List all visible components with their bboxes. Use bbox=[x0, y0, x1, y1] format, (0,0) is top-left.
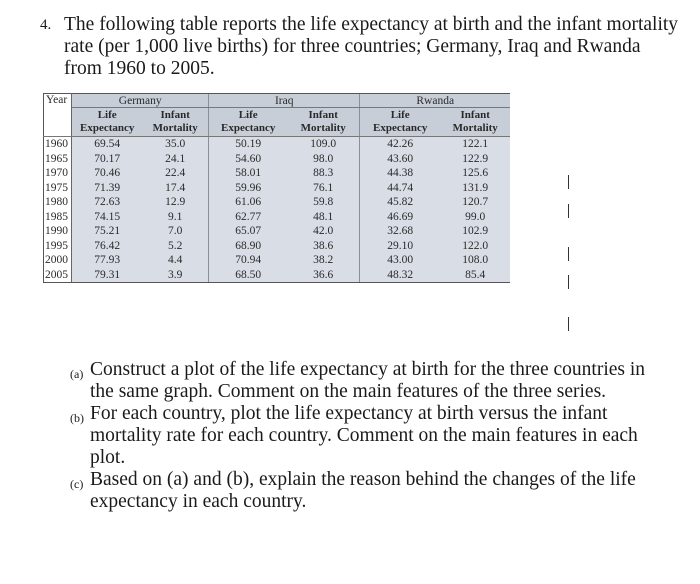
table-row bbox=[44, 181, 511, 196]
year-cell: 1970 bbox=[44, 166, 72, 181]
value-cell: 24.1 bbox=[142, 152, 209, 167]
year-cell: 1965 bbox=[44, 152, 72, 167]
value-cell: 72.63 bbox=[72, 195, 143, 210]
table-row bbox=[44, 268, 511, 283]
value-cell: 69.54 bbox=[72, 137, 143, 152]
country-header-row bbox=[44, 94, 511, 108]
table-row bbox=[44, 210, 511, 225]
country-header-rwanda: Rwanda bbox=[360, 94, 511, 108]
value-cell: 77.93 bbox=[72, 253, 143, 268]
value-cell: 122.9 bbox=[440, 152, 510, 167]
value-cell: 17.4 bbox=[142, 181, 209, 196]
measure-header-row bbox=[44, 108, 511, 137]
value-cell: 42.26 bbox=[360, 137, 441, 152]
iraq-infant-mortality-header: Infant Mortality bbox=[287, 108, 360, 137]
value-cell: 42.0 bbox=[287, 224, 360, 239]
value-cell: 61.06 bbox=[209, 195, 288, 210]
value-cell: 109.0 bbox=[287, 137, 360, 152]
year-cell: 1960 bbox=[44, 137, 72, 152]
question-4 bbox=[40, 14, 680, 80]
value-cell: 65.07 bbox=[209, 224, 288, 239]
iraq-life-expectancy-header: Life Expectancy bbox=[209, 108, 288, 137]
country-header-germany: Germany bbox=[72, 94, 209, 108]
part-label: (a) bbox=[70, 367, 84, 381]
value-cell: 122.1 bbox=[440, 137, 510, 152]
value-cell: 125.6 bbox=[440, 166, 510, 181]
value-cell: 70.94 bbox=[209, 253, 288, 268]
part-b bbox=[70, 403, 670, 469]
question-number: 4. bbox=[40, 17, 52, 33]
value-cell: 85.4 bbox=[440, 268, 510, 283]
value-cell: 98.0 bbox=[287, 152, 360, 167]
value-cell: 38.6 bbox=[287, 239, 360, 254]
table-row bbox=[44, 195, 511, 210]
value-cell: 68.50 bbox=[209, 268, 288, 283]
value-cell: 76.1 bbox=[287, 181, 360, 196]
question-text: The following table reports the life expectancy at birth and the infant mortality rate (per 1,000 live births) for three countries; Germany, Iraq and Rwanda from 1960 to 2005. bbox=[64, 14, 679, 79]
value-cell: 7.0 bbox=[142, 224, 209, 239]
value-cell: 79.31 bbox=[72, 268, 143, 283]
value-cell: 38.2 bbox=[287, 253, 360, 268]
margin-mark bbox=[568, 247, 569, 261]
value-cell: 50.19 bbox=[209, 137, 288, 152]
table-row bbox=[44, 239, 511, 254]
part-text: Construct a plot of the life expectancy at birth for the three countries in the same graph. Comment on the main features of the three series. bbox=[90, 359, 646, 402]
margin-mark bbox=[568, 204, 569, 218]
part-a bbox=[70, 359, 670, 403]
value-cell: 5.2 bbox=[142, 239, 209, 254]
value-cell: 22.4 bbox=[142, 166, 209, 181]
value-cell: 76.42 bbox=[72, 239, 143, 254]
part-c bbox=[70, 469, 670, 513]
life-expectancy-table bbox=[43, 93, 510, 283]
part-label: (c) bbox=[70, 477, 84, 491]
value-cell: 58.01 bbox=[209, 166, 288, 181]
value-cell: 4.4 bbox=[142, 253, 209, 268]
value-cell: 46.69 bbox=[360, 210, 441, 225]
part-text: Based on (a) and (b), explain the reason behind the changes of the life expectancy in each country. bbox=[90, 469, 636, 512]
value-cell: 35.0 bbox=[142, 137, 209, 152]
question-parts bbox=[70, 359, 670, 513]
value-cell: 122.0 bbox=[440, 239, 510, 254]
value-cell: 48.32 bbox=[360, 268, 441, 283]
value-cell: 88.3 bbox=[287, 166, 360, 181]
table-row bbox=[44, 137, 511, 152]
value-cell: 48.1 bbox=[287, 210, 360, 225]
table-row bbox=[44, 224, 511, 239]
part-text: For each country, plot the life expectancy at birth versus the infant mortality rate for each country. Comment on the main features in each plot. bbox=[90, 403, 638, 468]
value-cell: 54.60 bbox=[209, 152, 288, 167]
value-cell: 44.74 bbox=[360, 181, 441, 196]
value-cell: 59.96 bbox=[209, 181, 288, 196]
value-cell: 131.9 bbox=[440, 181, 510, 196]
value-cell: 70.46 bbox=[72, 166, 143, 181]
value-cell: 99.0 bbox=[440, 210, 510, 225]
table-row bbox=[44, 166, 511, 181]
value-cell: 108.0 bbox=[440, 253, 510, 268]
value-cell: 120.7 bbox=[440, 195, 510, 210]
table-row bbox=[44, 152, 511, 167]
table-row bbox=[44, 253, 511, 268]
year-cell: 1990 bbox=[44, 224, 72, 239]
year-cell: 1980 bbox=[44, 195, 72, 210]
value-cell: 45.82 bbox=[360, 195, 441, 210]
germany-infant-mortality-header: Infant Mortality bbox=[142, 108, 209, 137]
value-cell: 75.21 bbox=[72, 224, 143, 239]
value-cell: 44.38 bbox=[360, 166, 441, 181]
year-cell: 1985 bbox=[44, 210, 72, 225]
year-cell: 1995 bbox=[44, 239, 72, 254]
value-cell: 59.8 bbox=[287, 195, 360, 210]
value-cell: 102.9 bbox=[440, 224, 510, 239]
value-cell: 43.60 bbox=[360, 152, 441, 167]
year-cell: 1975 bbox=[44, 181, 72, 196]
value-cell: 12.9 bbox=[142, 195, 209, 210]
value-cell: 9.1 bbox=[142, 210, 209, 225]
year-cell: 2000 bbox=[44, 253, 72, 268]
germany-life-expectancy-header: Life Expectancy bbox=[72, 108, 143, 137]
value-cell: 70.17 bbox=[72, 152, 143, 167]
margin-mark bbox=[568, 175, 569, 189]
margin-mark bbox=[568, 275, 569, 289]
value-cell: 43.00 bbox=[360, 253, 441, 268]
margin-mark bbox=[568, 317, 569, 331]
value-cell: 36.6 bbox=[287, 268, 360, 283]
rwanda-life-expectancy-header: Life Expectancy bbox=[360, 108, 441, 137]
value-cell: 68.90 bbox=[209, 239, 288, 254]
part-label: (b) bbox=[70, 411, 84, 425]
value-cell: 71.39 bbox=[72, 181, 143, 196]
value-cell: 3.9 bbox=[142, 268, 209, 283]
value-cell: 62.77 bbox=[209, 210, 288, 225]
table-body bbox=[44, 137, 511, 283]
year-cell: 2005 bbox=[44, 268, 72, 283]
rwanda-infant-mortality-header: Infant Mortality bbox=[440, 108, 510, 137]
value-cell: 32.68 bbox=[360, 224, 441, 239]
country-header-iraq: Iraq bbox=[209, 94, 360, 108]
value-cell: 29.10 bbox=[360, 239, 441, 254]
value-cell: 74.15 bbox=[72, 210, 143, 225]
year-header: Year bbox=[44, 94, 72, 137]
